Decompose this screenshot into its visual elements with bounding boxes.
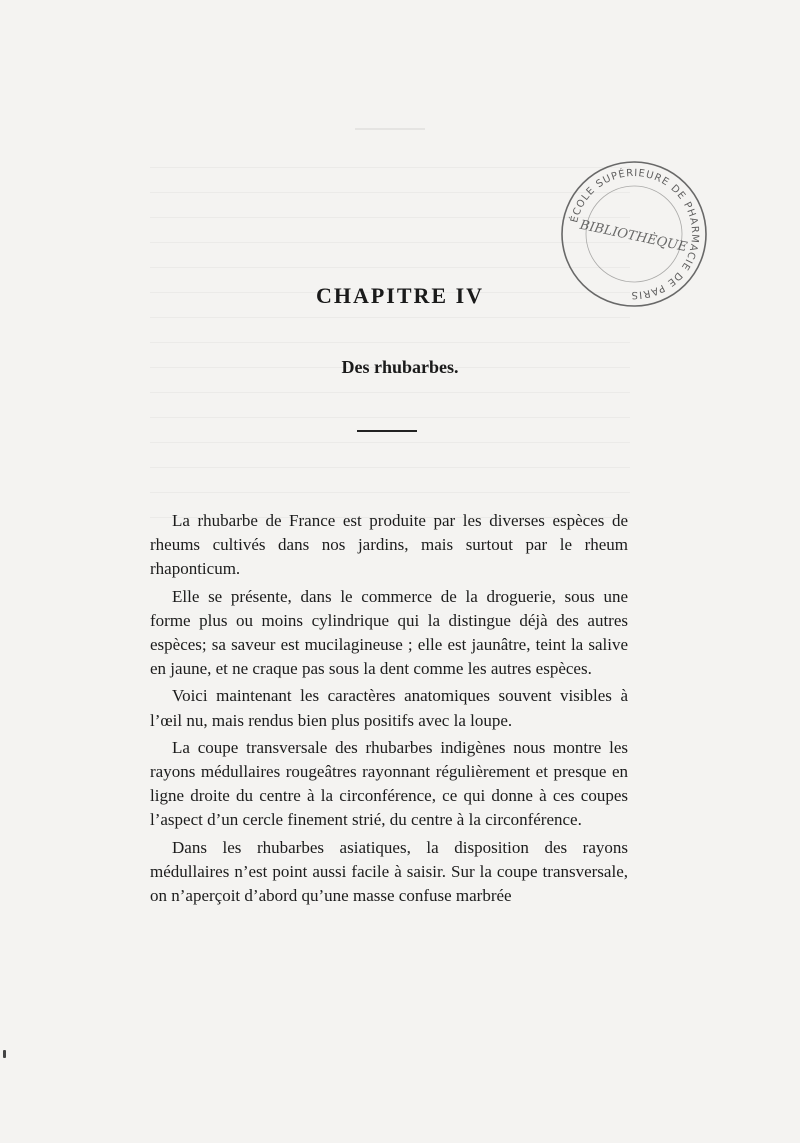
paragraph: Voici maintenant les caractères anatomiques souvent visibles à l’œil nu, mais rendus bien plus positifs avec la loupe.: [150, 686, 628, 730]
show-through-page-number: [355, 128, 425, 130]
title-divider: [357, 430, 417, 432]
paragraph: Elle se présente, dans le commerce de la droguerie, sous une forme plus ou moins cylindrique qui la distingue déjà des autres espèces; sa saveur est mucilagineuse ; elle est jaunâtre, teint la salive en jaune, et ne craque pas sous la dent comme les autres espèces.: [150, 586, 628, 679]
show-through-line: [150, 320, 630, 343]
show-through-line: [150, 395, 630, 418]
section-title: Des rhubarbes.: [341, 357, 459, 377]
show-through-line: [150, 445, 630, 468]
stamp-outer-text: ÉCOLE SUPÉRIEURE DE PHARMACIE DE PARIS: [569, 167, 701, 301]
paragraph: La rhubarbe de France est produite par les diverses espèces de rheums cultivés dans nos jardins, mais surtout par le rheum rhaponticum.: [150, 511, 628, 579]
body-text: [150, 509, 628, 908]
chapter-title: CHAPITRE IV: [315, 283, 485, 308]
stamp-inner-text: BIBLIOTHÈQUE: [578, 217, 689, 256]
show-through-line: [150, 470, 630, 493]
paragraph: La coupe transversale des rhubarbes indigènes nous montre les rayons médullaires rougeâtres rayonnant régulièrement et presque en ligne droite du centre à la circonférence, ce qui donne à ces coupes l’aspect d’un cercle finement strié, du centre à la circonférence.: [150, 737, 628, 830]
margin-mark: [3, 1050, 6, 1058]
paragraph: Dans les rhubarbes asiatiques, la disposition des rayons médullaires n’est point aussi facile à saisir. Sur la coupe transversale, on n’aperçoit d’abord qu’une masse confuse marbrée: [150, 837, 628, 906]
